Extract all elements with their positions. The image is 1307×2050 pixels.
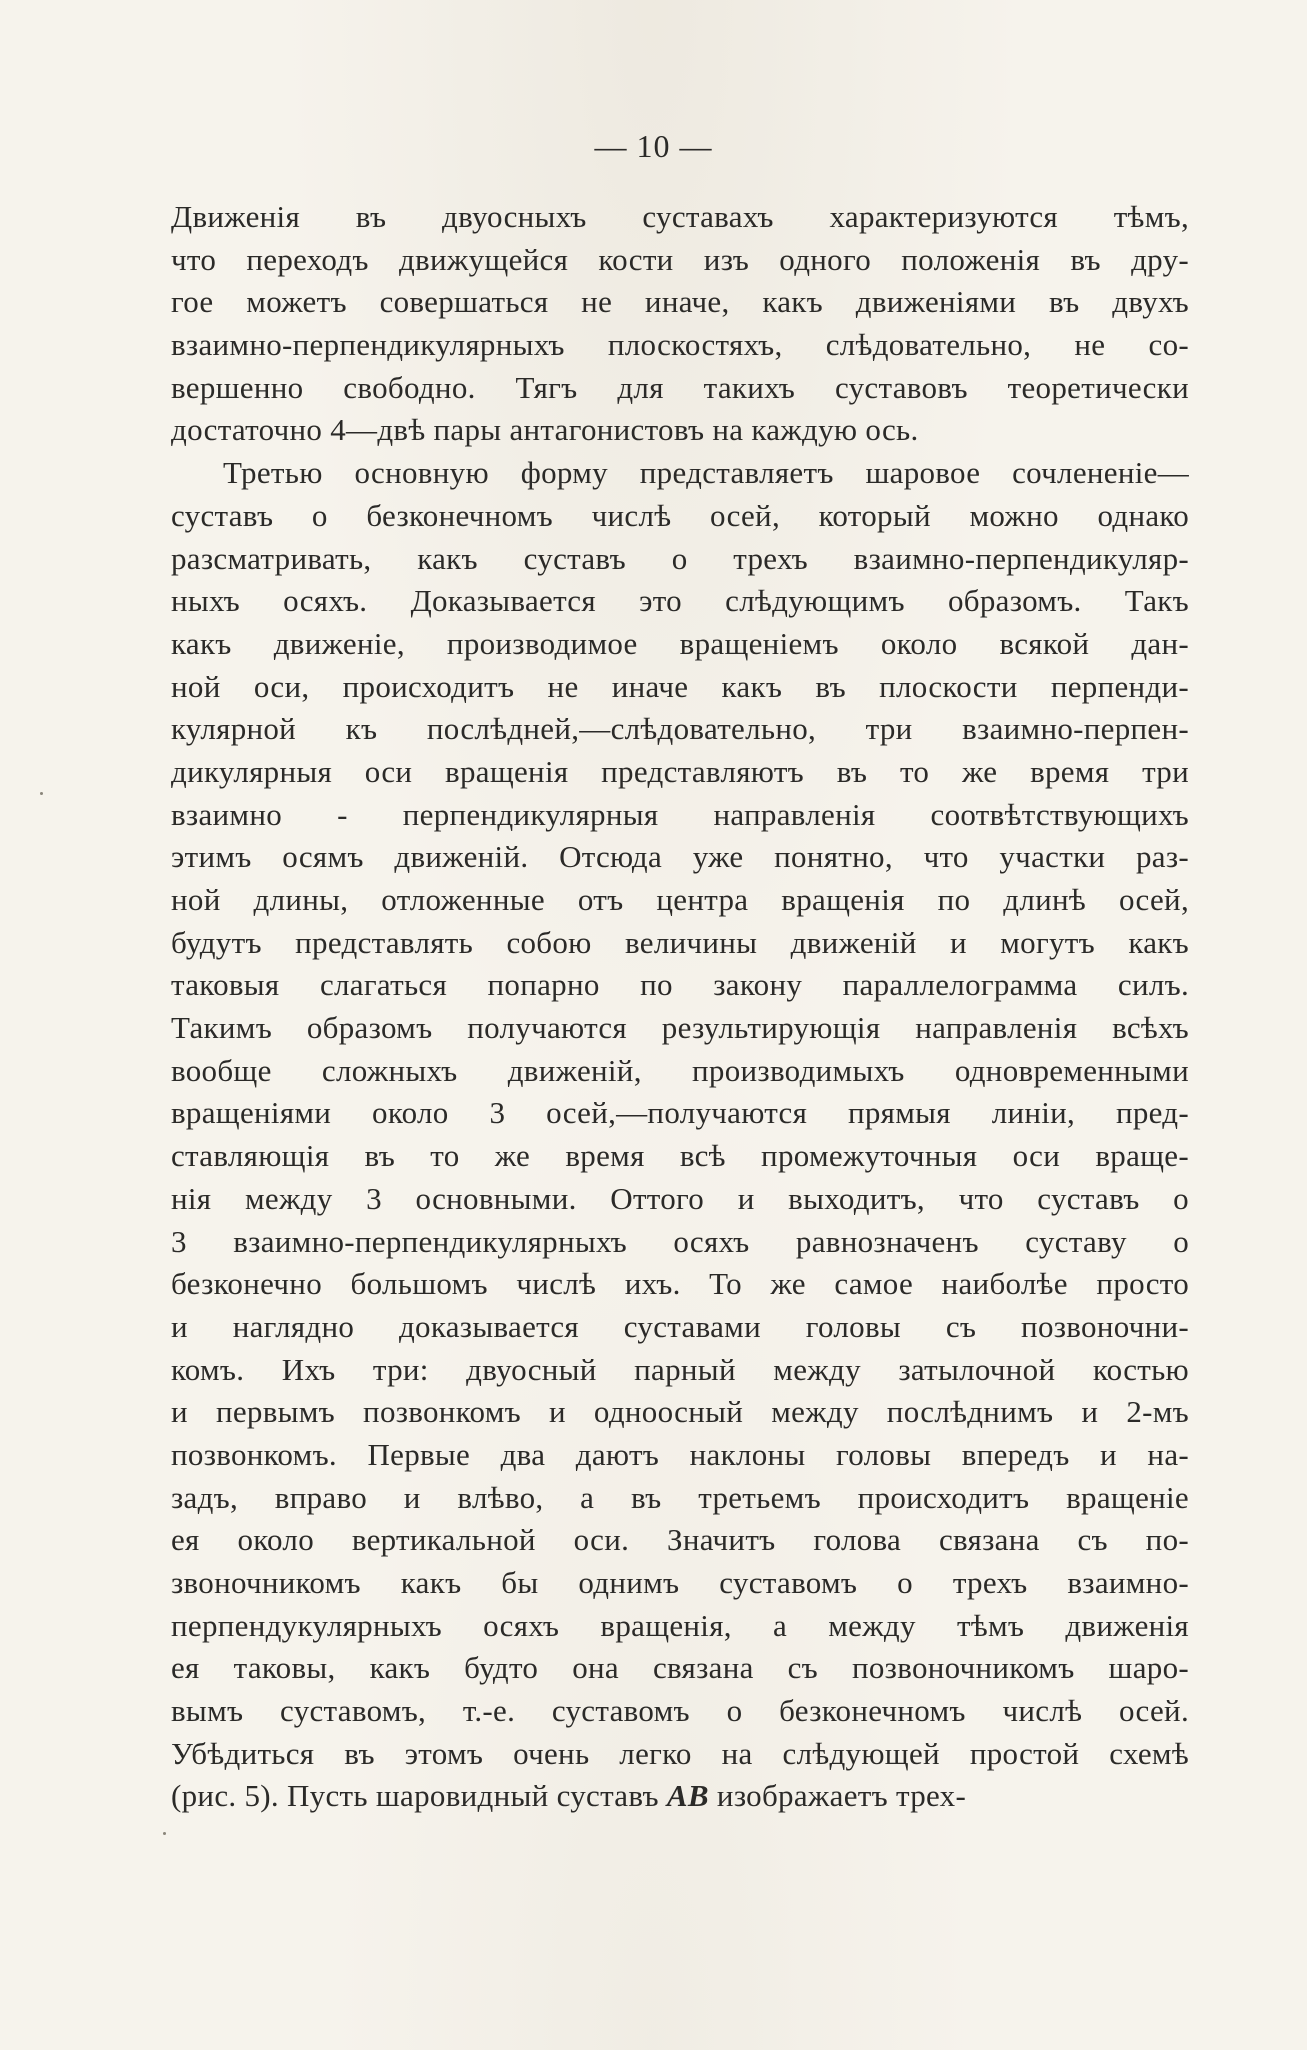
text-line: Такимъ образомъ получаются результирующія направленія всѣхъ — [171, 1010, 1189, 1046]
text-line: дикулярныя оси вращенія представляютъ въ то же время три — [171, 753, 1189, 789]
page-number: — 10 — — [594, 128, 713, 164]
text-line: комъ. Ихъ три: двуосный парный между затылочной костью — [171, 1351, 1189, 1387]
text-line: перпендукулярныхъ осяхъ вращенія, а между тѣмъ движенія — [171, 1607, 1189, 1643]
text-line: что переходъ движущейся кости изъ одного положенія въ дру- — [171, 241, 1189, 277]
text-line: позвонкомъ. Первые два даютъ наклоны головы впередъ и на- — [171, 1436, 1189, 1472]
final-line-after: изображаетъ трех- — [708, 1778, 967, 1814]
text-line: ставляющія въ то же время всѣ промежуточныя оси враще- — [171, 1138, 1189, 1174]
text-line: ной оси, происходитъ не иначе какъ въ плоскости перпенди- — [171, 668, 1189, 704]
body-text — [171, 196, 1189, 1818]
text-line: кулярной къ послѣдней,—слѣдовательно, три взаимно-перпен- — [171, 711, 1189, 747]
text-line: нія между 3 основными. Оттого и выходитъ, что суставъ о — [171, 1180, 1189, 1216]
text-line: разсматривать, какъ суставъ о трехъ взаимно-перпендикуляр- — [171, 540, 1189, 576]
text-line: вершенно свободно. Тягъ для такихъ суставовъ теоретически — [171, 369, 1189, 405]
text-line: гое можетъ совершаться не иначе, какъ движеніями въ двухъ — [171, 284, 1189, 320]
figure-label-ab: AB — [666, 1778, 709, 1814]
text-line: вращеніями около 3 осей,—получаются прямыя линіи, пред- — [171, 1095, 1189, 1131]
text-line: задъ, вправо и влѣво, а въ третьемъ происходитъ вращеніе — [171, 1479, 1189, 1515]
text-line: какъ движеніе, производимое вращеніемъ около всякой дан- — [171, 625, 1189, 661]
text-line: ея около вертикальной оси. Значитъ голова связана съ по- — [171, 1522, 1189, 1558]
text-line: вымъ суставомъ, т.-е. суставомъ о безконечномъ числѣ осей. — [171, 1693, 1189, 1729]
final-line — [171, 1775, 1189, 1818]
text-line: и первымъ позвонкомъ и одноосный между послѣднимъ и 2-мъ — [171, 1394, 1189, 1430]
text-line: и наглядно доказывается суставами головы съ позвоночни- — [171, 1308, 1189, 1344]
paper-speck — [40, 792, 43, 795]
text-line: ныхъ осяхъ. Доказывается это слѣдующимъ образомъ. Такъ — [171, 583, 1189, 619]
text-line: суставъ о безконечномъ числѣ осей, который можно однако — [171, 497, 1189, 533]
text-line: Третью основную форму представляетъ шаровое сочлененіе— — [223, 455, 1189, 491]
text-line: будутъ представлять собою величины движеній и могутъ какъ — [171, 924, 1189, 960]
text-line: взаимно - перпендикулярныя направленія соотвѣтствующихъ — [171, 796, 1189, 832]
text-line: взаимно-перпендикулярныхъ плоскостяхъ, слѣдовательно, не со- — [171, 327, 1189, 363]
text-line: достаточно 4—двѣ пары антагонистовъ на каждую ось. — [171, 412, 919, 448]
text-line: Движенія въ двуосныхъ суставахъ характеризуются тѣмъ, — [171, 199, 1189, 234]
final-line-before: (рис. 5). Пусть шаровидный суставъ — [171, 1778, 667, 1814]
text-line: таковыя слагаться попарно по закону параллелограмма силъ. — [171, 967, 1189, 1003]
text-line: этимъ осямъ движеній. Отсюда уже понятно, что участки раз- — [171, 839, 1189, 875]
paragraphs — [171, 196, 1189, 1775]
text-line: вообще сложныхъ движеній, производимыхъ одновременными — [171, 1052, 1189, 1088]
text-line: ной длины, отложенные отъ центра вращенія по длинѣ осей, — [171, 882, 1189, 917]
paper-speck — [163, 1832, 166, 1835]
text-line: ея таковы, какъ будто она связана съ позвоночникомъ шаро- — [171, 1650, 1189, 1686]
text-line: 3 взаимно-перпендикулярныхъ осяхъ равнозначенъ суставу о — [171, 1223, 1189, 1259]
text-line: безконечно большомъ числѣ ихъ. То же самое наиболѣе просто — [171, 1266, 1189, 1302]
text-line: звоночникомъ какъ бы однимъ суставомъ о трехъ взаимно- — [171, 1565, 1189, 1600]
text-line: Убѣдиться въ этомъ очень легко на слѣдующей простой схемѣ — [171, 1735, 1189, 1771]
